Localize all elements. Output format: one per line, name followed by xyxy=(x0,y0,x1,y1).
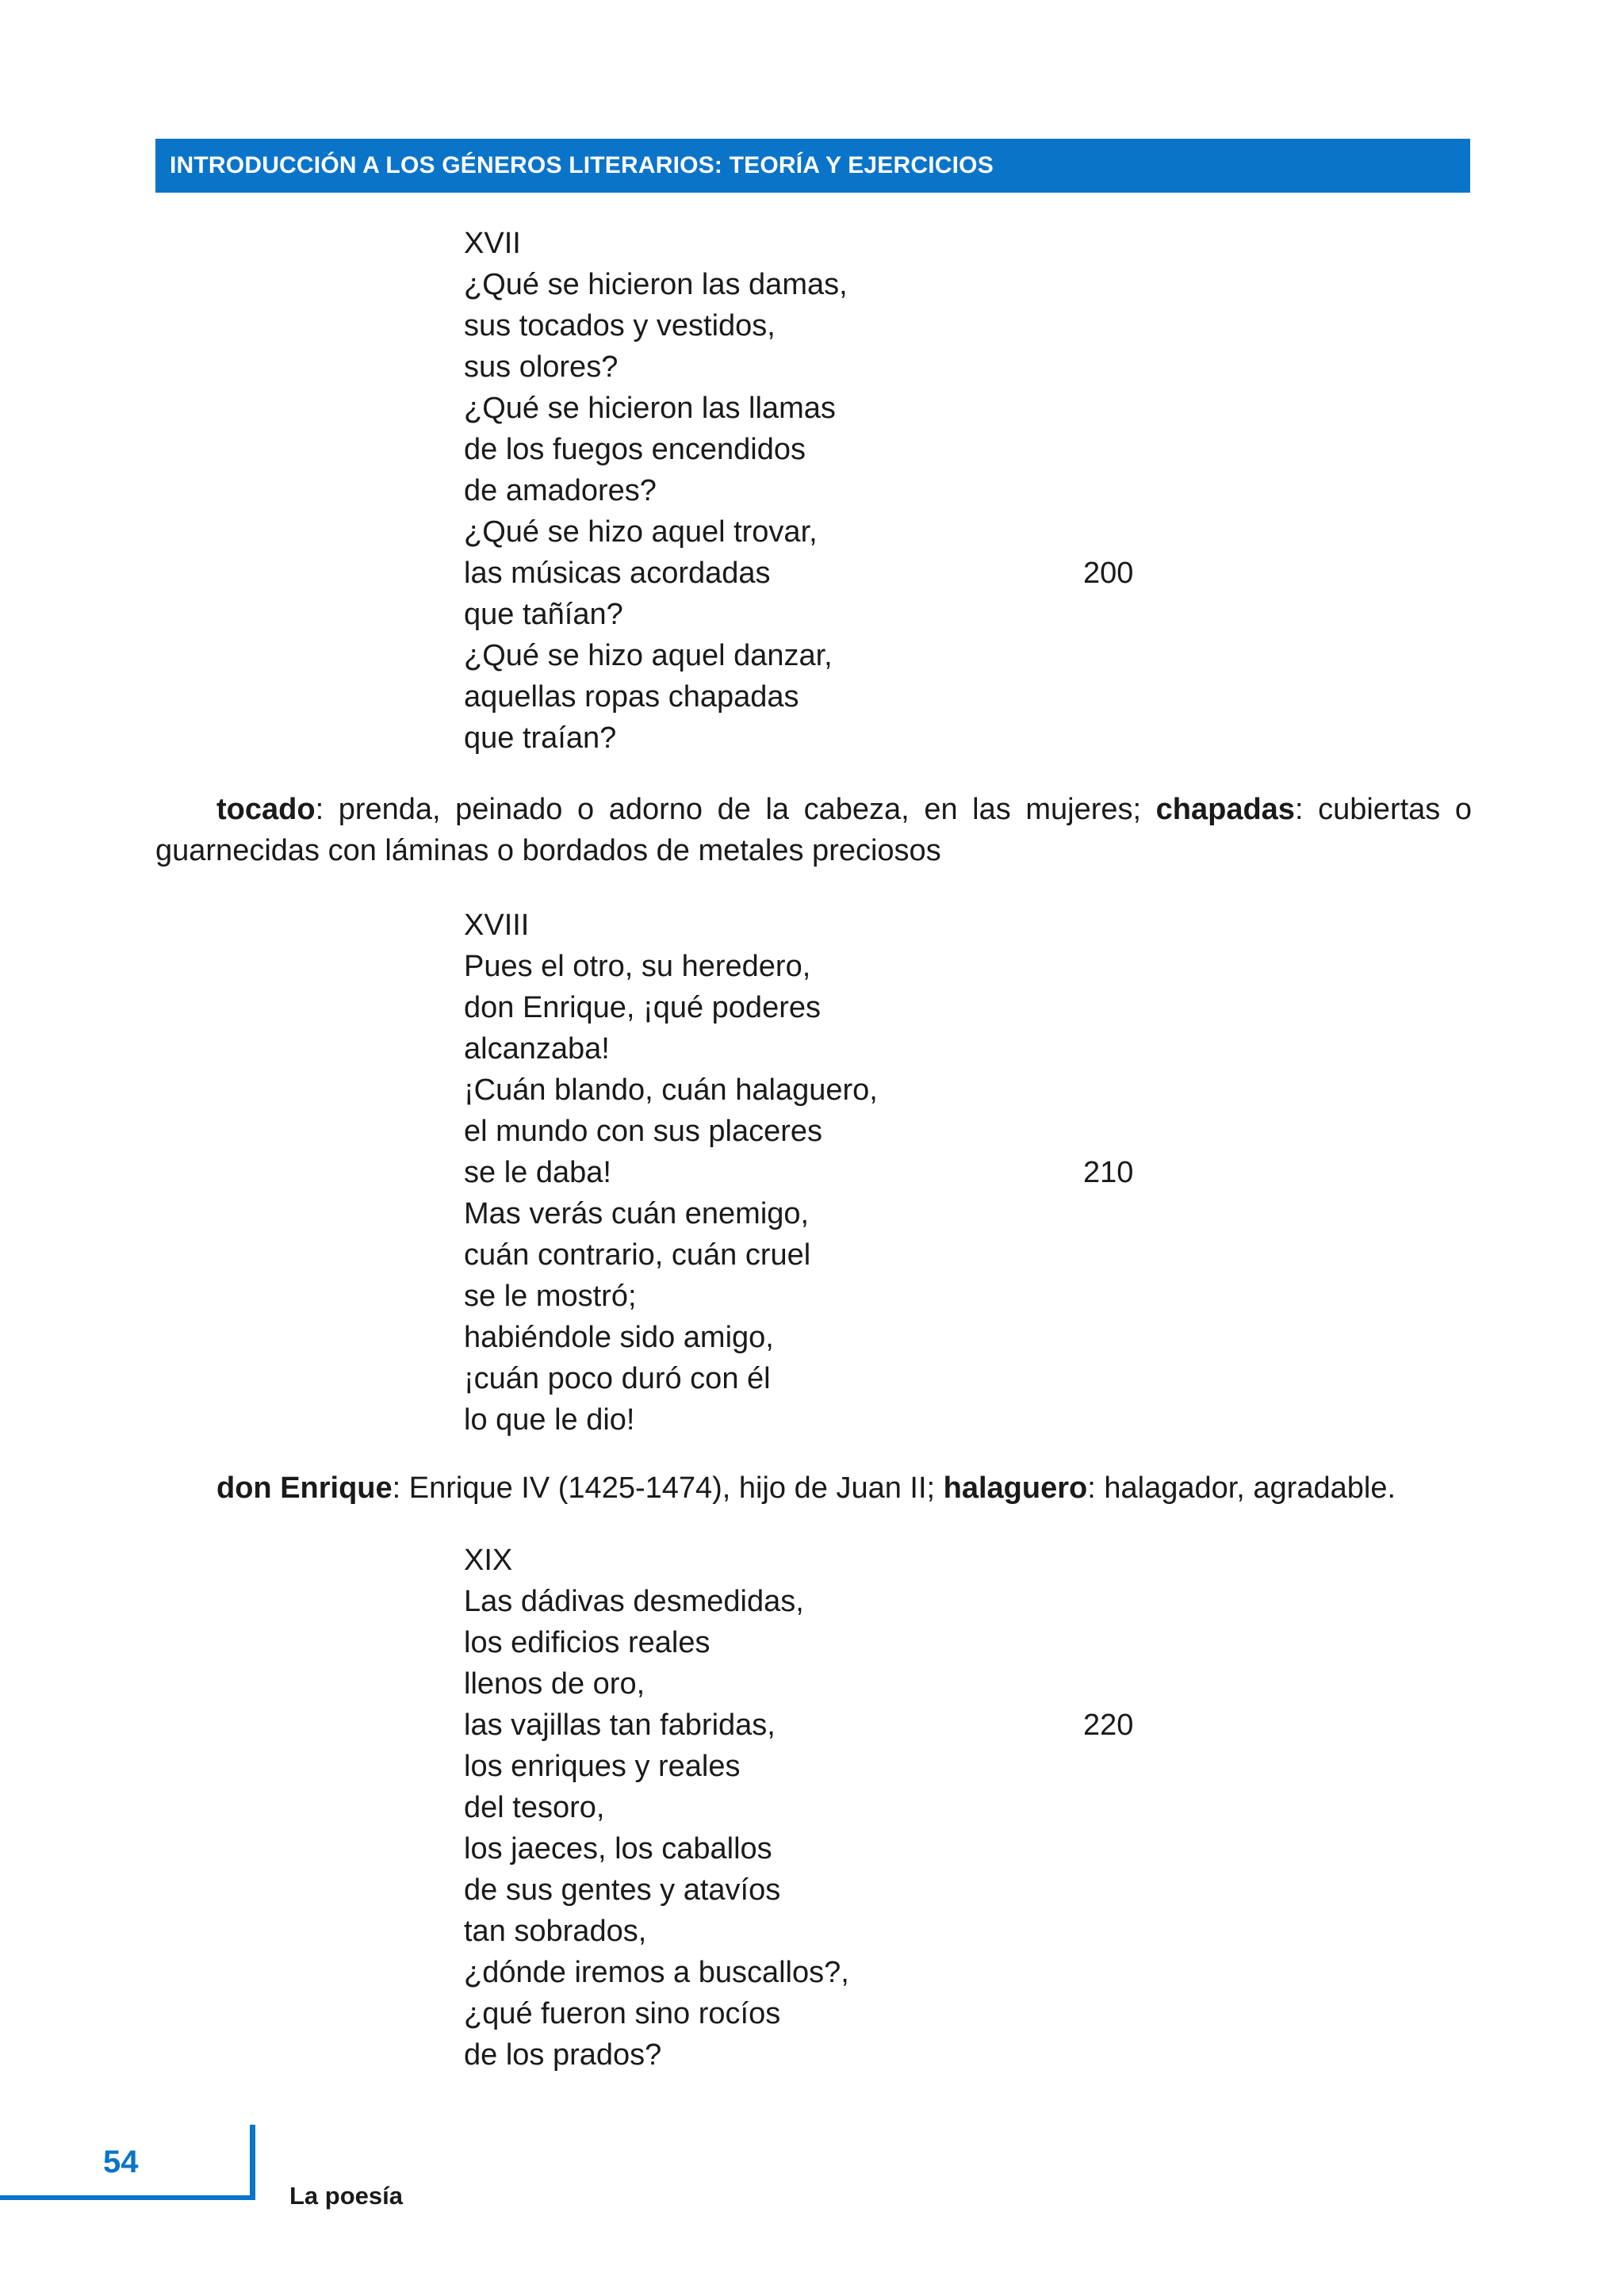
footer-section-name: La poesía xyxy=(289,2182,403,2210)
verse-line: XVII xyxy=(464,227,521,260)
header-title: INTRODUCCIÓN A LOS GÉNEROS LITERARIOS: TEORÍA Y EJERCICIOS xyxy=(170,152,994,178)
stanza-xvii xyxy=(464,223,1178,759)
verse-line: XVIII xyxy=(464,909,530,942)
verse-line: don Enrique, ¡qué poderes xyxy=(464,991,821,1024)
verse-line: las vajillas tan fabridas, xyxy=(464,1709,776,1742)
header-bar xyxy=(155,139,1470,193)
verse-line: habiéndole sido amigo, xyxy=(464,1321,774,1354)
footer-vertical-rule xyxy=(250,2125,255,2200)
verse-line: de sus gentes y atavíos xyxy=(464,1873,781,1907)
verse-line: ¿Qué se hicieron las llamas xyxy=(464,392,836,425)
verse-line: aquellas ropas chapadas xyxy=(464,680,799,714)
glossary-term: tocado xyxy=(216,793,316,826)
glossary-definition: : halagador, agradable. xyxy=(1087,1471,1396,1505)
verse-line: tan sobrados, xyxy=(464,1915,647,1948)
glossary-term: chapadas xyxy=(1155,793,1295,826)
verse-line: lo que le dio! xyxy=(464,1403,635,1437)
glossary-term: don Enrique xyxy=(216,1471,393,1505)
verse-line: ¿Qué se hizo aquel danzar, xyxy=(464,639,833,672)
footer-horizontal-rule xyxy=(0,2195,255,2200)
glossary-term: halaguero xyxy=(943,1471,1088,1505)
verse-line: ¿qué fueron sino rocíos xyxy=(464,1997,781,2030)
verse-line: ¿Qué se hizo aquel trovar, xyxy=(464,515,818,549)
verse-line: los edificios reales xyxy=(464,1626,710,1659)
verse-line: que tañían? xyxy=(464,598,623,631)
glossary-definition: : prenda, peinado o adorno de la cabeza, en las mujeres; xyxy=(315,793,1156,826)
stanza-xviii xyxy=(464,905,1178,1441)
verse-line: se le mostró; xyxy=(464,1280,637,1313)
glossary-definition: : cubiertas o guarnecidas con láminas o bordados de metales preciosos xyxy=(155,793,1473,867)
verse-line: cuán contrario, cuán cruel xyxy=(464,1238,811,1272)
verse-line: de los prados? xyxy=(464,2038,662,2072)
verse-line: Las dádivas desmedidas, xyxy=(464,1585,804,1618)
verse-line: sus olores? xyxy=(464,350,619,384)
verse-line: que traían? xyxy=(464,721,617,755)
line-number-200: 200 xyxy=(1083,557,1134,590)
verse-line: ¿dónde iremos a buscallos?, xyxy=(464,1956,849,1989)
glossary-note-2 xyxy=(155,1468,1472,1509)
verse-line: de los fuegos encendidos xyxy=(464,433,806,466)
verse-line: XIX xyxy=(464,1544,513,1577)
verse-line: ¿Qué se hicieron las damas, xyxy=(464,268,848,301)
verse-line: del tesoro, xyxy=(464,1791,605,1824)
verse-line: ¡cuán poco duró con él xyxy=(464,1362,771,1395)
verse-line: alcanzaba! xyxy=(464,1032,610,1066)
verse-line: el mundo con sus placeres xyxy=(464,1115,823,1148)
verse-line: llenos de oro, xyxy=(464,1667,645,1701)
glossary-note-1 xyxy=(155,789,1472,871)
glossary-definition: : Enrique IV (1425-1474), hijo de Juan II; xyxy=(392,1471,944,1505)
verse-line: Mas verás cuán enemigo, xyxy=(464,1197,810,1230)
verse-line: Pues el otro, su heredero, xyxy=(464,950,811,983)
verse-line: las músicas acordadas xyxy=(464,557,771,590)
line-number-210: 210 xyxy=(1083,1156,1134,1189)
page-number: 54 xyxy=(103,2145,139,2179)
line-number-220: 220 xyxy=(1083,1709,1134,1742)
verse-line: sus tocados y vestidos, xyxy=(464,309,776,342)
verse-line: se le daba! xyxy=(464,1156,611,1189)
verse-line: ¡Cuán blando, cuán halaguero, xyxy=(464,1073,878,1107)
verse-line: los jaeces, los caballos xyxy=(464,1832,772,1866)
verse-line: los enriques y reales xyxy=(464,1750,741,1783)
stanza-xix xyxy=(464,1540,1178,2076)
verse-line: de amadores? xyxy=(464,474,657,507)
